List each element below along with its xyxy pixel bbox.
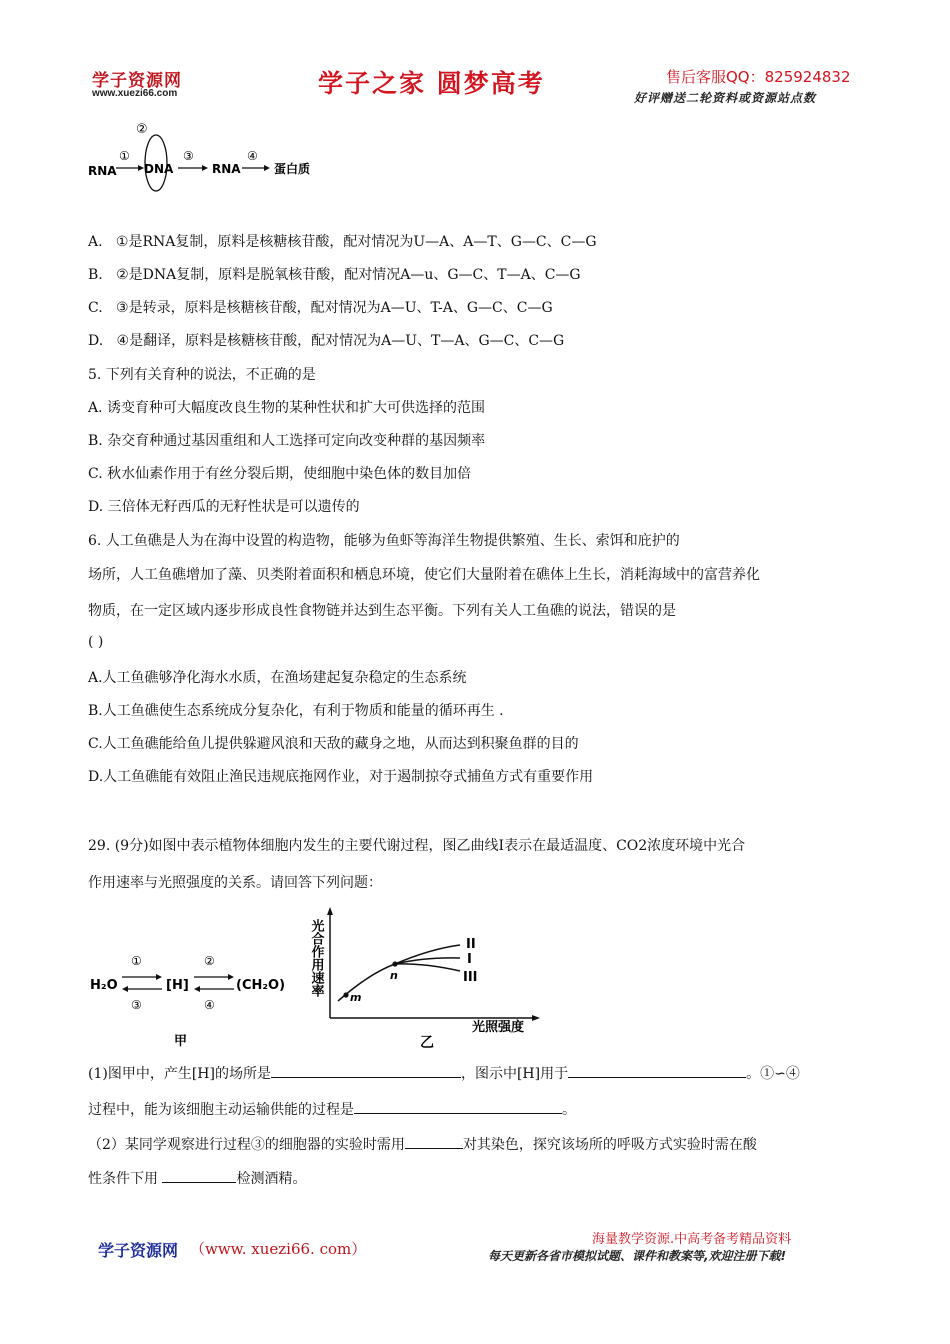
- q6-option-d: D.人工鱼礁能有效阻止渔民违规底拖网作业，对于遏制掠夺式捕鱼方式有重要作用: [88, 769, 594, 785]
- site-logo-url: www.xuezi66.com: [92, 88, 178, 99]
- central-dogma-figure: [84, 118, 314, 198]
- fig-jia-step3: ③: [131, 998, 142, 1012]
- fig-yi-x-arrow: [532, 1015, 540, 1021]
- footer-url-link[interactable]: （www. xuezi66. com）: [190, 1240, 367, 1258]
- fig-yi-curve-3-label: III: [463, 970, 478, 985]
- fig-yi-n-label: n: [390, 969, 398, 982]
- fig-yi-curve-1: [395, 958, 460, 964]
- fig1-rna-right: RNA: [212, 162, 241, 176]
- q5-option-b: B. 杂交育种通过基因重组和人工选择可定向改变种群的基因频率: [88, 433, 486, 449]
- q6-option-b: B.人工鱼礁使生态系统成分复杂化，有利于物质和能量的循环再生 .: [88, 703, 504, 719]
- fig1-arrowhead-4: [264, 165, 270, 171]
- fig-yi-caption: 乙: [420, 1035, 434, 1051]
- q4-option-a: A. ①是RNA复制，原料是核糖核苷酸，配对情况为U—A、A—T、G—C、C—G: [88, 234, 597, 250]
- fig-yi-m-label: m: [350, 991, 362, 1004]
- fig-yi-curve-3: [395, 964, 460, 971]
- fig-yi-y-arrow: [327, 907, 333, 915]
- q29-blank-h-site[interactable]: [271, 1063, 461, 1078]
- fig1-step4-label: ④: [247, 149, 258, 163]
- fig1-arrowhead-3: [202, 165, 208, 171]
- header-qq: 售后客服QQ：825924832: [666, 68, 851, 86]
- footer-logo: 学子资源网: [98, 1241, 179, 1260]
- fig-yi-ylabel: 光合作用速率: [308, 919, 324, 997]
- fig1-step3-label: ③: [183, 149, 194, 163]
- q6-answer-paren: ( ): [88, 634, 104, 650]
- fig-yi-curve-1-label: I: [467, 952, 472, 967]
- q29-stem-line2: 作用速率与光照强度的关系。请回答下列问题：: [88, 875, 382, 891]
- q6-stem-line1: 6. 人工鱼礁是人为在海中设置的构造物，能够为鱼虾等海洋生物提供繁殖、生长、索饵和庇护的: [88, 533, 680, 549]
- site-logo-text: 学子资源网: [92, 71, 182, 91]
- q29-part1-line1: (1)图甲中，产生[H]的场所是 ，图示中[H]用于 。①∽④: [88, 1063, 800, 1083]
- fig-jia: [86, 945, 296, 1050]
- q6-stem-line3: 物质，在一定区域内逐步形成良性食物链并达到生态平衡。下列有关人工鱼礁的说法，错误的是: [88, 603, 676, 619]
- q29-blank-stain[interactable]: [405, 1134, 463, 1149]
- fig1-protein: 蛋白质: [274, 162, 311, 176]
- fig-yi-point-m: [343, 992, 348, 997]
- q4-option-b: B. ②是DNA复制，原料是脱氧核苷酸，配对情况A—u、G—C、T—A、C—G: [88, 267, 581, 283]
- fig1-rna-left: RNA: [88, 164, 117, 178]
- q6-stem-line2: 场所，人工鱼礁增加了藻、贝类附着面积和栖息环境，使它们大量附着在礁体上生长，消耗海域中的富营养化: [88, 567, 760, 583]
- fig-yi-xlabel: 光照强度: [472, 1020, 525, 1035]
- q29-part2-line2: 性条件下用 检测酒精。: [88, 1168, 306, 1188]
- fig-jia-arrowhead-3: [122, 986, 128, 992]
- fig1-step1-label: ①: [119, 149, 130, 163]
- q4-option-c: C. ③是转录，原料是核糖核苷酸，配对情况为A—U、T-A、G—C、C—G: [88, 300, 553, 316]
- fig-jia-ch2o: (CH₂O): [236, 978, 286, 993]
- fig-jia-caption: 甲: [174, 1034, 188, 1049]
- header-slogan: 好评赠送二轮资料或资源站点数: [634, 91, 817, 105]
- q29-part2-line1: （2）某同学观察进行过程③的细胞器的实验时需用 对其染色，探究该场所的呼吸方式实验时需在酸: [88, 1134, 757, 1154]
- fig1-step2-label: ②: [136, 122, 148, 137]
- q6-option-c: C.人工鱼礁能给鱼儿提供躲避风浪和天敌的藏身之地，从而达到积聚鱼群的目的: [88, 736, 579, 752]
- q5-option-a: A. 诱变育种可大幅度改良生物的某种性状和扩大可供选择的范围: [88, 400, 486, 416]
- q29-blank-reagent[interactable]: [162, 1168, 236, 1183]
- header-title: 学子之家 圆梦高考: [318, 69, 545, 98]
- q29-blank-energy-process[interactable]: [354, 1099, 562, 1114]
- fig-yi-curve-2-label: II: [466, 937, 476, 952]
- q29-stem-line1: 29. (9分)如图中表示植物体细胞内发生的主要代谢过程，图乙曲线Ⅰ表示在最适温度、CO2浓度环境中光合: [88, 838, 746, 854]
- q5-stem: 5. 下列有关育种的说法，不正确的是: [88, 367, 316, 383]
- q4-option-d: D. ④是翻译，原料是核糖核苷酸，配对情况为A—U、T—A、G—C、C—G: [88, 333, 565, 349]
- fig-jia-step1: ①: [131, 954, 142, 968]
- footer-tagline-1: 海量教学资源.中高考备考精品资料: [592, 1232, 792, 1247]
- fig-yi: [300, 903, 550, 1053]
- fig-yi-point-n: [392, 961, 397, 966]
- fig-jia-arrowhead-2: [228, 974, 234, 980]
- q6-option-a: A.人工鱼礁够净化海水水质，在渔场建起复杂稳定的生态系统: [88, 670, 467, 686]
- q29-part1-line2: 过程中，能为该细胞主动运输供能的过程是 。: [88, 1099, 576, 1119]
- q29-blank-h-use[interactable]: [568, 1063, 746, 1078]
- fig-jia-arrowhead-1: [156, 974, 162, 980]
- footer-tagline-2: 每天更新各省市模拟试题、课件和教案等,欢迎注册下载!: [488, 1249, 787, 1263]
- fig-jia-step2: ②: [204, 954, 215, 968]
- q5-option-d: D. 三倍体无籽西瓜的无籽性状是可以遗传的: [88, 499, 360, 515]
- fig-jia-step4: ④: [204, 998, 215, 1012]
- fig-jia-h2o: H₂O: [90, 978, 118, 993]
- fig-jia-h: [H]: [166, 978, 189, 993]
- fig1-dna: DNA: [144, 162, 174, 176]
- fig-jia-arrowhead-4: [194, 986, 200, 992]
- q5-option-c: C. 秋水仙素作用于有丝分裂后期，使细胞中染色体的数目加倍: [88, 466, 472, 482]
